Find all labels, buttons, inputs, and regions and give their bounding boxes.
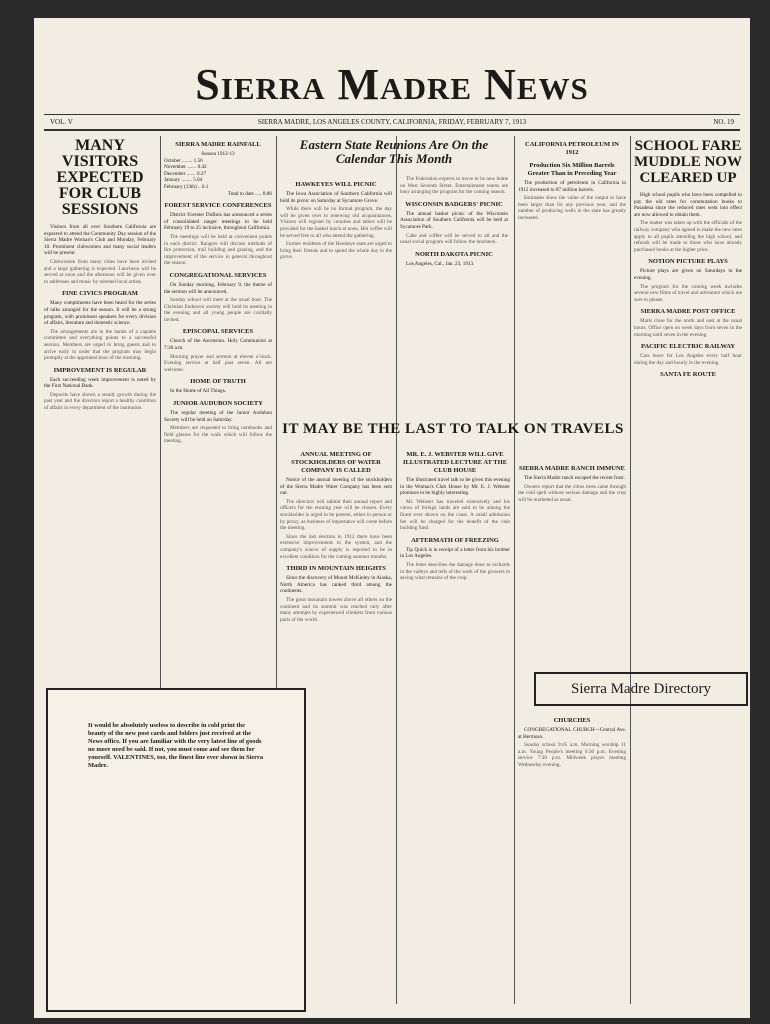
subhead: NOTION PICTURE PLAYS (648, 258, 728, 266)
column-5-lower (400, 446, 510, 1004)
article-text: The illustrated travel talk to be given this evening in the Woman's Club House by Mr. E. J. Webster promises to be highly interesting. (400, 477, 510, 497)
directory-box: Sierra Madre Directory (534, 672, 748, 706)
subhead: CHURCHES (553, 717, 591, 724)
advertisement-text: It would be absolutely useless to describe in cold print the beauty of the new post cards and folders just received at the News office. If you are familiar with the very latest line of goods no more need be said. If not, you must come and see them for yourself. VALENTINES, too, the finest line ever shown in Sierra Madre. (88, 722, 264, 769)
article-text: In the Home of All Things. (170, 388, 227, 395)
filler-text: Sunday school 9:45 a.m. Morning worship 11 a.m. Young People's meeting 6:30 p.m. Evening service 7:30 p.m. Midweek prayer meeting Wednesday evening. (518, 742, 626, 768)
subhead: PACIFIC ELECTRIC RAILWAY (640, 343, 736, 351)
banner-headline: IT MAY BE THE LAST TO TALK ON TRAVELS (282, 421, 624, 437)
masthead: Sierra Madre News (195, 60, 589, 109)
subhead: FOREST SERVICE CONFERENCES (164, 202, 272, 210)
headline-reunions: Eastern State Reunions Are On the Calendar This Month (299, 137, 489, 166)
article-text: CONGREGATIONAL CHURCH—Central Ave. at Hermosa. (518, 727, 626, 740)
filler-text: The Federation expects to move to its new home on West Seventh Street. Entertainment teams are busy arranging the program for the coming season. (400, 176, 508, 196)
filler-text: The directors will submit their annual report and officers for the ensuing year will be chosen. Every stockholder is urged to be present, either in person or by proxy, as business of importance will come before the meeting. (280, 498, 392, 532)
article-text: Visitors from all over Southern California are expected to attend the Community Day session of the Sierra Madre Woman's Club and Monday, February 10. Prominent clubwomen and many social leaders will be present. (44, 224, 156, 257)
newspaper-page (34, 18, 750, 1018)
article-text: Los Angeles, Cal., Jan. 23, 1913. (406, 260, 475, 267)
place-date: SIERRA MADRE, LOS ANGELES COUNTY, CALIFORNIA, FRIDAY, FEBRUARY 7, 1913 (257, 118, 527, 126)
dateline (44, 114, 740, 131)
subhead: NORTH DAKOTA PICNIC (415, 250, 493, 258)
filler-text: Clubwomen from many cities have been invited and a large gathering is expected. Luncheon will be served at noon and the afternoon will be given over to addresses and music by talented local artists. (44, 258, 156, 285)
rainfall-title: SIERRA MADRE RAINFALL (175, 141, 261, 148)
article-text: The Sierra Madre ranch escaped the recent frost. (524, 475, 625, 481)
filler-text: Cake and coffee will be served to all and the usual social program will follow the luncheon. (400, 232, 508, 246)
article-text: Picture plays are given on Saturdays in the evening. (634, 268, 742, 281)
filler-text: The great mountain towers above all others on the continent and its summit was reached only after many attempts by experienced climbers from various parts of the world. (280, 596, 392, 623)
filler-text: Members are requested to bring notebooks and field glasses for the walk which will follow the meeting. (164, 425, 272, 445)
article-text: Since the discovery of Mount McKinley in Alaska, North America has ranked third among the continents. (280, 575, 392, 595)
headline-visitors: MANY VISITORS EXPECTED FOR CLUB SESSIONS (56, 137, 144, 218)
column-4 (280, 446, 392, 1004)
filler-text: Estimates show the value of the output to have been larger than for any previous year, and the number of producing wells in the state has greatly increased. (518, 195, 626, 221)
filler-text: Deposits have shown a steady growth during the past year and the directors report a healthy condition of affairs in every department of the institution. (44, 391, 156, 412)
filler-text: Sunday school will meet at the usual hour. The Christian Endeavor society will hold its meeting in the evening and all young people are cordially invited. (164, 297, 272, 323)
article-text: Each succeeding week improvement is noted by the First National Bank. (44, 376, 156, 390)
column-5-directory (518, 712, 626, 1004)
filler-text: Owners report that the citrus trees came through the cold spell without serious damage and the crop will be marketed as usual. (518, 483, 626, 503)
article-text: The Iowa Association of Southern California will hold its picnic on Saturday at Sycamore Grove. (280, 191, 392, 204)
subhead: MR. E. J. WEBSTER WILL GIVE ILLUSTRATED LECTURE AT THE CLUB HOUSE (402, 451, 508, 474)
headline-school-fare: SCHOOL FARE MUDDLE NOW CLEARED UP (634, 138, 742, 186)
filler-text: Mr. Webster has traveled extensively and his views of foreign lands are said to be among the finest ever shown on the coast. A small admission fee will be charged for the benefit of the club building fund. (400, 498, 510, 532)
subhead: IMPROVEMENT IS REGULAR (53, 366, 147, 374)
filler-text: Former residents of the Hawkeye state are urged to bring their friends and to spend the whole day in the grove. (280, 241, 392, 261)
filler-text: The arrangements are in the hands of a capable committee and everything points to a successful session. Members are urged to bring guests and to arrive early in order that the program may begin promptly at the appointed hour of the morning. (44, 328, 156, 362)
article-text: The production of petroleum in California in 1912 increased to 87 million barrels. (518, 180, 626, 193)
volume: VOL. V (50, 118, 73, 126)
rainfall-row: October ........ 1.56 (164, 157, 203, 164)
article-text: Many compliments have been heard for the series of talks arranged for the season. It will be a strong program, with prominent speakers for every division of affairs, literature and domestic science. (44, 300, 156, 327)
column-rule (630, 136, 631, 1004)
filler-text: The meetings will be held at convenient points in each district. Rangers will discuss methods of fire protection, trail building and grazing, and the improvement of the service in general throughout the season. (164, 233, 272, 267)
subhead: HAWKEYES WILL PICNIC (295, 181, 377, 188)
subhead: WISCONSIN BADGERS' PICNIC (405, 200, 503, 208)
article-text: District Forester DuBois has announced a series of consolidated ranger meetings to be held February 19 to 25 inclusive, throughout California. (164, 212, 272, 232)
article-text: The annual basket picnic of the Wisconsin Association of Southern California will be held at Sycamore Park. (400, 210, 508, 230)
rainfall-season: Season 1912-13 (201, 151, 235, 157)
subhead: ANNUAL MEETING OF STOCKHOLDERS OF WATER COMPANY IS CALLED (291, 451, 381, 474)
column-6 (634, 136, 742, 1004)
subhead: SIERRA MADRE RANCH IMMUNE (519, 465, 625, 472)
rainfall-row: February (13th) .. 0.1 (164, 183, 209, 190)
rainfall-table (164, 158, 272, 191)
column-5-mid (518, 460, 626, 648)
filler-text: While there will be no formal program, the day will be given over to renewing old acquaintances. Visitors will register by counties and tables will be provided for the basket lunch at noon. Hot coffee will be served free to all who attend the gathering. (280, 206, 392, 239)
filler-text: The program for the coming week includes several new films of travel and adventure which are sure to please. (634, 283, 742, 303)
subhead: EPISCOPAL SERVICES (182, 328, 254, 336)
subhead: CALIFORNIA PETROLEUM IN 1912 (525, 141, 619, 156)
filler-text: Morning prayer and sermon at eleven o'clock. Evening service at half past seven. All are welcome. (164, 353, 272, 373)
subhead: SIERRA MADRE POST OFFICE (640, 308, 736, 316)
article-text: High school pupils who have been compelled to pay the old rates for commutation books to Pasadena since the reduced rates went into effect are now allowed to obtain them. (634, 192, 742, 218)
filler-text: The matter was taken up with the officials of the railway company who agreed to make the new rates apply to all pupils attending the high school, and refunds will be made to those who have already purchased books at the higher price. (634, 220, 742, 253)
article-text: Tip Quick is in receipt of a letter from his brother in Los Angeles. (400, 546, 510, 560)
article-text: Notice of the annual meeting of the stockholders of the Sierra Madre Water Company has been sent out. (280, 477, 392, 497)
article-text: The regular meeting of the Junior Audubon Society will be held on Saturday. (164, 410, 272, 423)
column-1 (44, 136, 156, 678)
rainfall-row: November ....... 0.42 (164, 164, 207, 171)
rainfall-row: January ........ 5.04 (164, 177, 203, 184)
subhead: JUNIOR AUDUBON SOCIETY (173, 400, 263, 408)
issue-number: NO. 19 (713, 118, 734, 126)
subhead: SANTA FE ROUTE (660, 371, 716, 379)
subhead: CONGREGATIONAL SERVICES (169, 271, 267, 279)
subhead: Production Six Million Barrels Greater Than in Preceding Year (527, 162, 617, 177)
article-text: On Sunday morning, February 9, the theme of the sermon will be announced. (164, 281, 272, 295)
rainfall-total: Total to date ..... 8.86 (227, 190, 272, 197)
subhead: AFTERMATH OF FREEZING (411, 536, 499, 544)
column-rule (514, 136, 515, 1004)
rainfall-row: December ....... 0.27 (164, 170, 207, 177)
filler-text: Cars leave for Los Angeles every half hour during the day and hourly in the evening. (634, 353, 742, 366)
filler-text: Since the last election in 1912 there have been extensive improvements to the system, and the company's source of supply is reported to be in excellent condition for the coming summer months. (280, 533, 392, 560)
subhead: HOME OF TRUTH (190, 378, 246, 386)
article-text: Church of the Ascension. Holy Communion at 7:30 a.m. (164, 338, 272, 352)
subhead: FINE CIVICS PROGRAM (62, 290, 138, 298)
column-3 (280, 136, 508, 408)
column-2 (164, 136, 272, 1004)
filler-text: The letter describes the damage done to orchards in the valleys and tells of the work of the growers in saving what remains of the crop. (400, 561, 510, 582)
filler-text: Mails close for the north and east at the usual hours. Office open on week days from seven in the morning until seven in the evening. (634, 318, 742, 338)
subhead: THIRD IN MOUNTAIN HEIGHTS (286, 565, 386, 573)
